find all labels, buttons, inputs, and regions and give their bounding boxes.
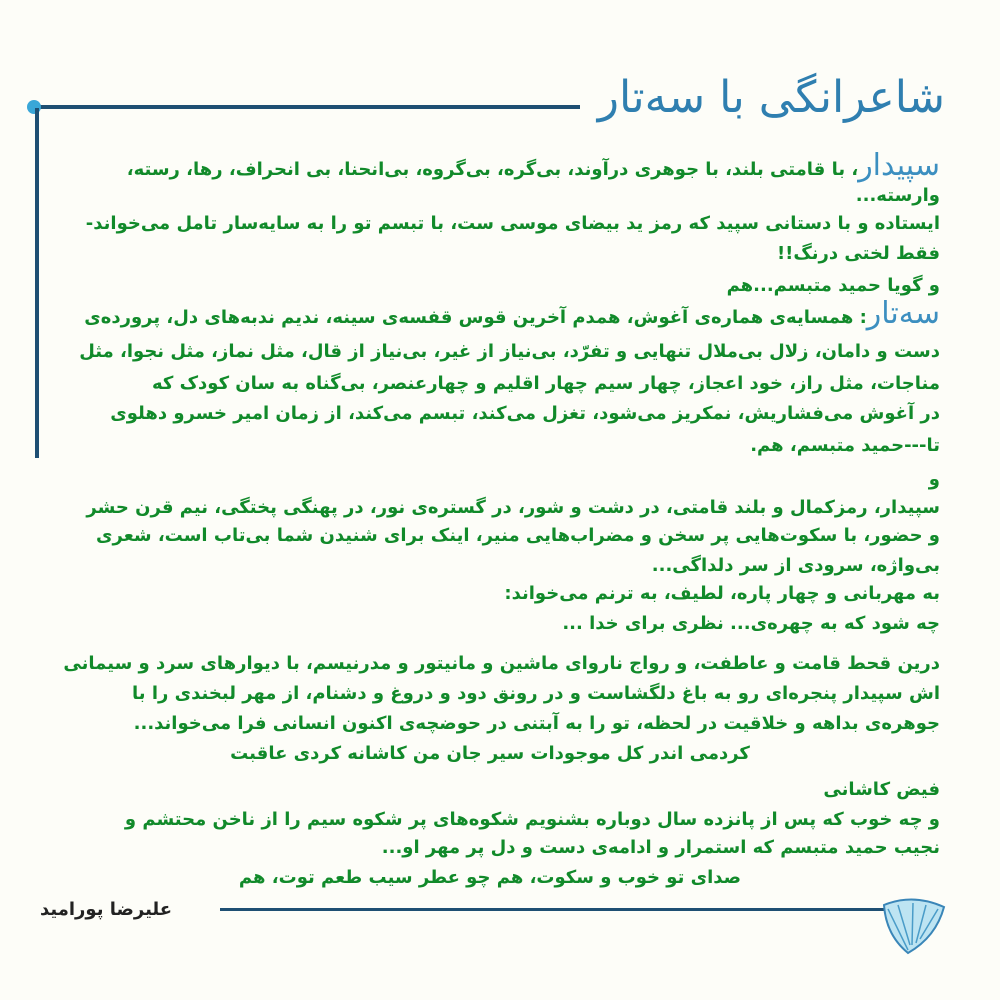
author-1: فیض کاشانی (823, 779, 940, 800)
line-5: و گویا حمید متبسم...هم (726, 275, 940, 296)
line-11: و (928, 469, 940, 490)
verse-2: صدای تو خوب و سکوت، هم چو عطر سیب طعم توت، هم (238, 867, 742, 888)
page-title: شاعرانگی با سه‌تار (597, 72, 945, 123)
line-8: مناجات، مثل راز، خود اعجاز، چهار سیم چهار اقلیم و چهارعنصر، بی‌گناه به سان کودک که (151, 373, 940, 394)
leaf-icon (878, 895, 948, 955)
line-7: دست و دامان، زلال بی‌ملال تنهایی و تفرّد، بی‌نیاز از غیر، بی‌نیاز از قال، مثل نماز، مثل نجوا، مثل (79, 341, 940, 362)
line-15: به مهربانی و چهار پاره، لطیف، به ترنم می‌خواند: (504, 583, 940, 604)
line-16: چه شود که به چهره‌ی... نظری برای خدا ... (562, 613, 940, 634)
line-3: ایستاده و با دستانی سپید که رمز ید بیضای موسی ست، با تبسم تو را به سایه‌سار تامل می‌خواند- (85, 213, 940, 234)
line-13: و حضور، با سکوت‌هایی پر سخن و مضراب‌هایی منیر، اینک برای شنیدن شما بی‌تاب است، شعری (96, 525, 940, 546)
author-2: علیرضا پورامید (40, 899, 173, 920)
line-14: بی‌واژه، سرودی از سر دلداگی... (651, 555, 940, 576)
heading-setar: سه‌تار (866, 300, 940, 331)
verse-1: کردمی اندر کل موجودات سیر جان من کاشانه کردی عاقبت (230, 743, 750, 764)
line-12: سپیدار، رمزکمال و بلند قامتی، در دشت و شور، در گستره‌ی نور، در پهنگی پختگی، نیم قرن حشر (86, 497, 940, 518)
top-rule (34, 105, 580, 109)
line-1: سپیدار، با قامتی بلند، با جوهری درآوند، بی‌گره، بی‌گروه، بی‌انحنا، بی انحراف، رها، رسته، (40, 152, 940, 184)
line-10: تا---حمید متبسم، هم. (750, 435, 940, 456)
line-20: و چه خوب که پس از پانزده سال دوباره بشنویم شکوه‌های پر شکوه سیم را از ناخن محتشم و (124, 809, 940, 830)
line-18: اش سپیدار پنجره‌ای رو به باغ دلگشاست و در رونق دود و دروغ و دشنام، از مهر لبخندی را با (132, 683, 940, 704)
line-6: سه‌تار: همسایه‌ی همار‌ه‌ی آغوش، همدم آخرین قوس قفسه‌ی سینه، ندیم ندبه‌های دل، پرورده‌ی (40, 300, 940, 332)
line-4: فقط لختی درنگ!! (776, 243, 940, 264)
line-17: درین قحط قامت و عاطفت، و رواج ناروای ماشین و مانیتور و مدرنیسم، با دیوارهای سرد و سیمانی (63, 653, 940, 674)
line-9: در آغوش می‌فشاریش، نمکریز می‌شود، تغزل می‌کند، تبسم می‌کند، از زمان امیر خسرو دهلوی (110, 403, 940, 424)
bottom-rule (220, 908, 885, 911)
heading-sepidar: سپیدار (858, 152, 940, 183)
line-19: جوهره‌ی بداهه و خلاقیت در لحظه، تو را به آبتنی در حوضچه‌ی اکنون انسانی فرا می‌خواند... (133, 713, 940, 734)
line-2: وارسته... (855, 185, 940, 206)
left-rule (35, 108, 39, 458)
line-21: نجیب حمید متبسم که استمرار و ادامه‌ی دست و دل پر مهر او... (381, 837, 940, 858)
